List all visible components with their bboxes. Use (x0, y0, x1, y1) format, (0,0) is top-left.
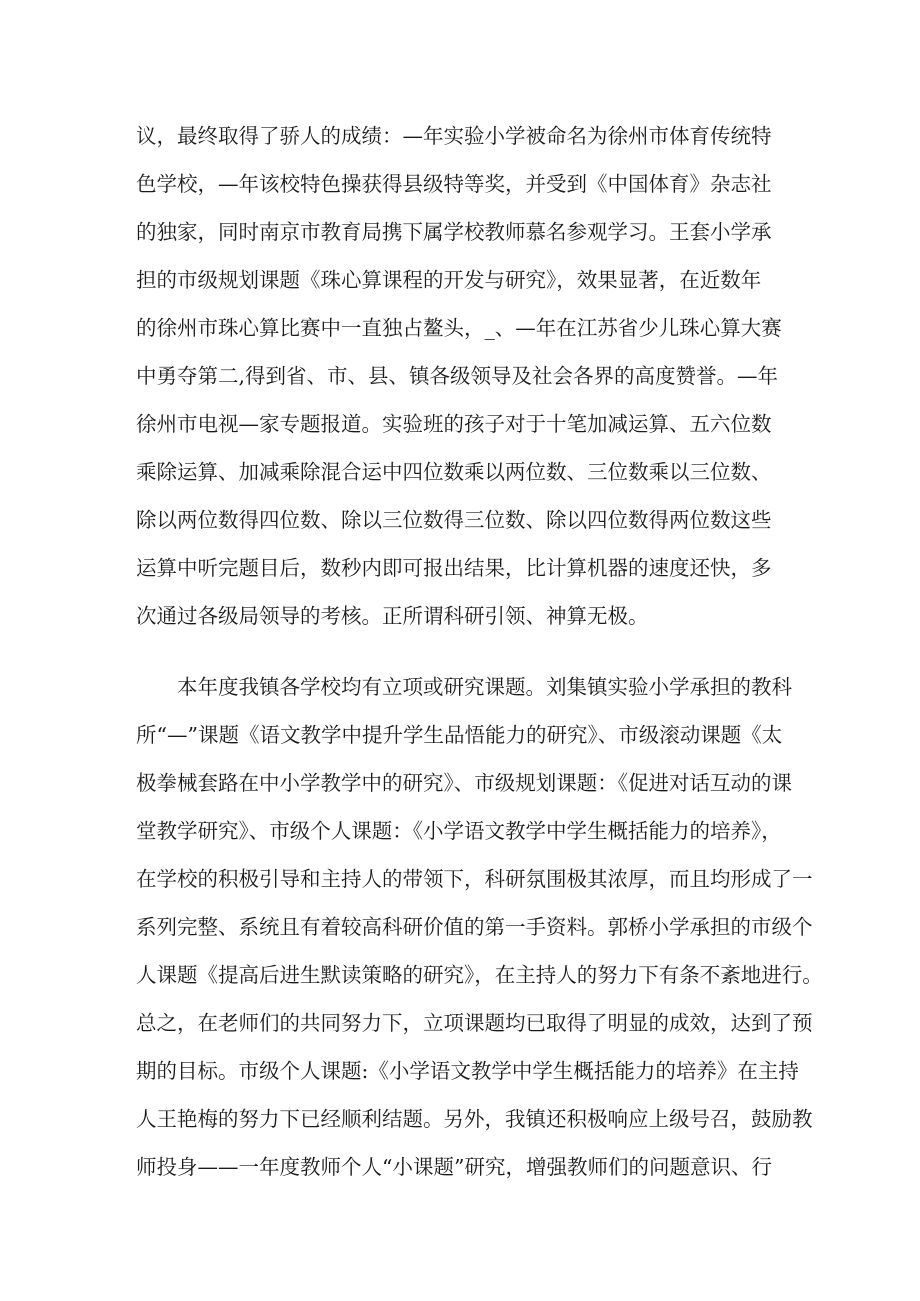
text-line: 中勇夺第二,得到省、市、县、镇各级领导及社会各界的高度赞誉。—年 (136, 364, 779, 388)
paragraph-1 (136, 112, 796, 640)
text-line: 期的目标。市级个人课题:《小学语文教学中学生概括能力的培养》在主持 (136, 1059, 799, 1083)
text-line: 在学校的积极引导和主持人的带领下，科研氛围极其浓厚，而且均形成了一 (136, 867, 813, 891)
text-line: 担的市级规划课题《珠心算课程的开发与研究》，效果显著，在近数年 (136, 268, 762, 292)
text-line: 次通过各级局领导的考核。正所谓科研引领、神算无极。 (136, 604, 649, 628)
document-body (136, 112, 823, 1191)
text-line: 极拳械套路在中小学教学中的研究》、市级规划课题：《促进对话互动的课 (136, 771, 792, 795)
text-line: 除以两位数得四位数、除以三位数得三位数、除以四位数得两位数这些 (136, 508, 772, 532)
text-line: 本年度我镇各学校均有立项或研究课题。刘集镇实验小学承担的教科 (177, 675, 792, 699)
text-line: 堂教学研究》、市级个人课题：《小学语文教学中学生概括能力的培养》， (136, 819, 782, 843)
text-line: 乘除运算、加减乘除混合运中四位数乘以两位数、三位数乘以三位数、 (136, 460, 772, 484)
paragraph-2 (136, 663, 823, 1191)
text-line: 人王艳梅的努力下已经顺利结题。另外，我镇还积极响应上级号召，鼓励教 (136, 1107, 813, 1131)
text-line: 色学校，—年该校特色操获得县级特等奖，并受到《中国体育》杂志社 (136, 172, 772, 196)
text-line: 议，最终取得了骄人的成绩：—年实验小学被命名为徐州市体育传统特 (136, 124, 772, 148)
text-line: 徐州市电视—家专题报道。实验班的孩子对于十笔加减运算、五六位数 (136, 412, 772, 436)
text-line: 运算中听完题目后，数秒内即可报出结果，比计算机器的速度还快，多 (136, 556, 772, 580)
paragraph-spacer (136, 640, 796, 663)
text-line: 系列完整、系统且有着较高科研价值的第一手资料。郭桥小学承担的市级个 (136, 915, 813, 939)
text-line: 的独家，同时南京市教育局携下属学校教师慕名参观学习。王套小学承 (136, 220, 772, 244)
text-line: 师投身——一年度教师个人“小课题”研究，增强教师们的问题意识、行 (136, 1155, 772, 1179)
text-line: 总之，在老师们的共同努力下，立项课题均已取得了明显的成效，达到了预 (136, 1011, 813, 1035)
text-line: 的徐州市珠心算比赛中一直独占鳌头，_、—年在江苏省少儿珠心算大赛 (136, 316, 782, 340)
text-line: 人课题《提高后进生默读策略的研究》，在主持人的努力下有条不紊地进行。 (136, 963, 823, 987)
text-line: 所“—”课题《语文教学中提升学生品悟能力的研究》、市级滚动课题《太 (136, 723, 783, 747)
